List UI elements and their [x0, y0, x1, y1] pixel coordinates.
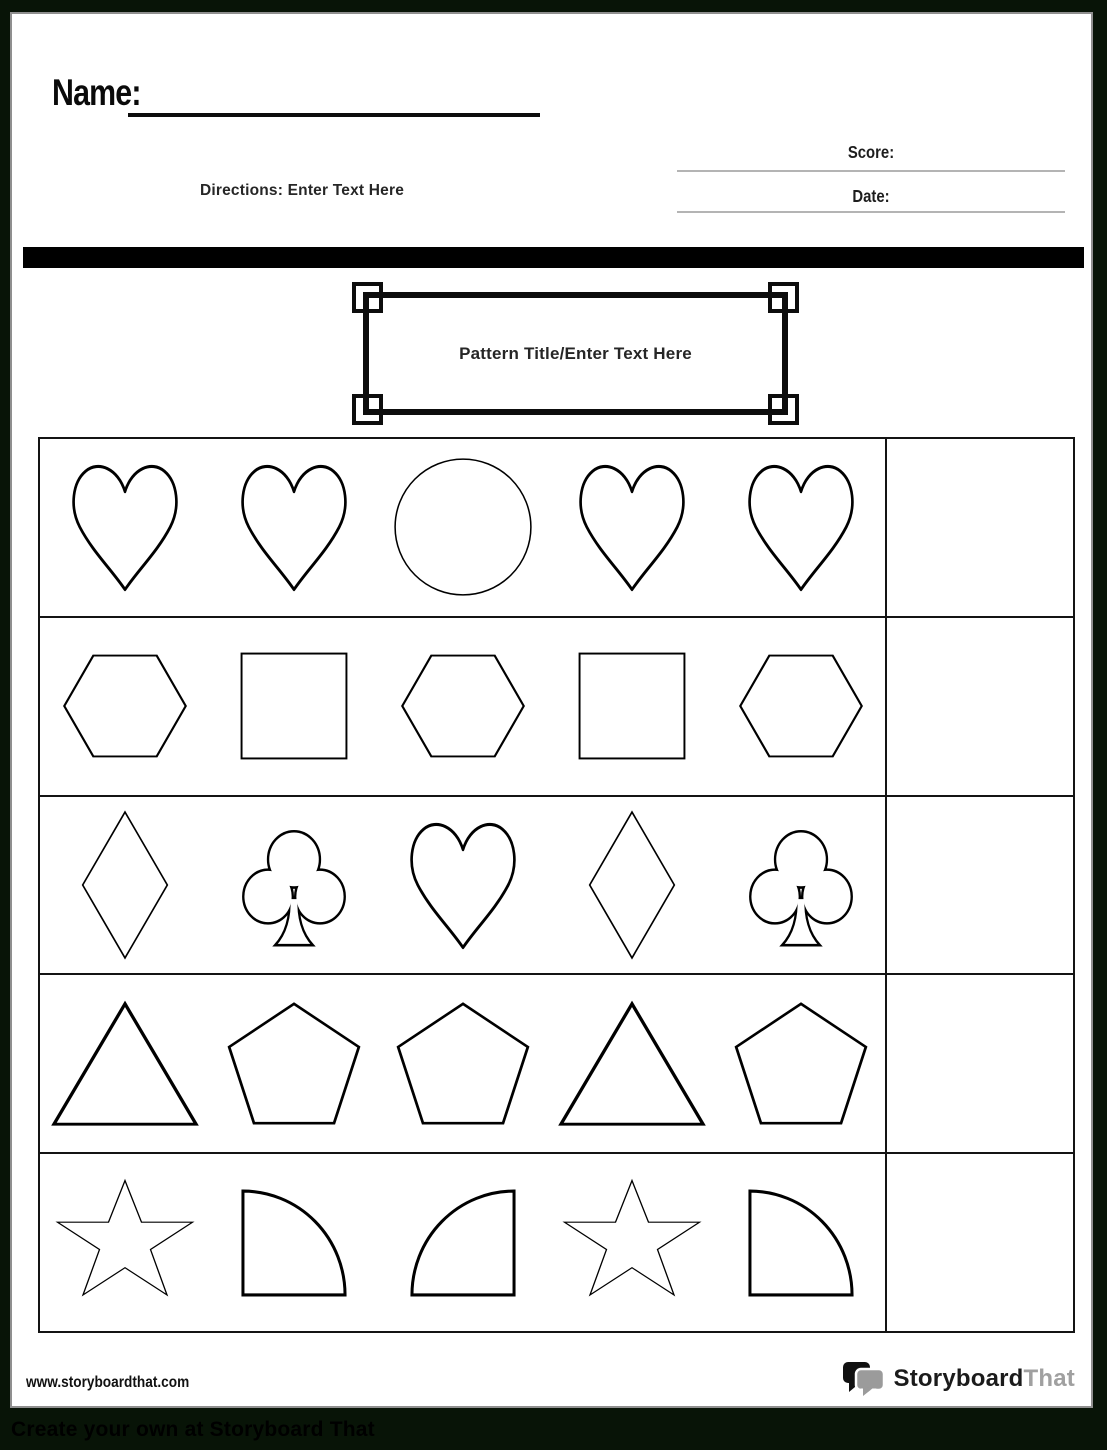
shape-slot	[209, 1184, 378, 1302]
pattern-row	[40, 1154, 1073, 1331]
shape-slot	[716, 650, 885, 762]
pattern-shapes-cell	[40, 975, 887, 1152]
pentagon-shape	[394, 1000, 532, 1127]
pattern-shapes-cell	[40, 618, 887, 795]
square-shape	[237, 649, 351, 763]
shape-slot	[378, 457, 547, 597]
shape-slot	[209, 1000, 378, 1127]
heart-shape	[67, 459, 183, 595]
shape-slot	[378, 817, 547, 953]
shape-slot	[378, 1184, 547, 1302]
shape-slot	[40, 1178, 209, 1308]
heart-shape	[574, 459, 690, 595]
header-divider-bar	[23, 247, 1084, 268]
logo-text-secondary: That	[1023, 1365, 1075, 1392]
quarter-circle-left-shape	[236, 1184, 352, 1302]
quarter-circle-right-shape	[405, 1184, 521, 1302]
shape-slot	[716, 821, 885, 949]
answer-cell[interactable]	[887, 439, 1073, 616]
answer-cell[interactable]	[887, 797, 1073, 974]
pattern-row	[40, 797, 1073, 976]
shape-slot	[716, 1000, 885, 1127]
shape-slot	[40, 809, 209, 961]
frame-corner-icon	[768, 282, 799, 313]
hexagon-shape	[59, 650, 191, 762]
pattern-title: Pattern Title/Enter Text Here	[459, 343, 692, 363]
shape-slot	[40, 1000, 209, 1128]
shape-slot	[40, 650, 209, 762]
diamond-shape	[586, 809, 678, 961]
star-shape	[557, 1178, 707, 1308]
score-label: Score:	[847, 142, 895, 162]
triangle-shape	[558, 1000, 706, 1128]
shape-slot	[716, 1184, 885, 1302]
shape-slot	[378, 1000, 547, 1127]
logo-text-primary: Storyboard	[893, 1365, 1024, 1392]
shape-slot	[209, 821, 378, 949]
club-shape	[235, 821, 353, 949]
logo-text	[894, 1365, 1075, 1393]
triangle-shape	[51, 1000, 199, 1128]
club-shape	[742, 821, 860, 949]
pentagon-shape	[225, 1000, 363, 1127]
date-label: Date:	[852, 186, 890, 206]
frame-corner-icon	[768, 394, 799, 425]
website-url: www.storyboardthat.com	[26, 1374, 190, 1391]
storyboardthat-logo	[841, 1358, 1075, 1400]
score-fill-line[interactable]	[677, 170, 1065, 172]
shape-slot	[378, 650, 547, 762]
pattern-shapes-cell	[40, 439, 887, 616]
square-shape	[575, 649, 689, 763]
name-label: Name:	[52, 72, 141, 113]
pattern-shapes-cell	[40, 797, 887, 974]
heart-shape	[405, 817, 521, 953]
pentagon-shape	[732, 1000, 870, 1127]
shape-slot	[547, 1000, 716, 1128]
pattern-shapes-cell	[40, 1154, 887, 1331]
circle-shape	[393, 457, 533, 597]
name-fill-line[interactable]	[128, 113, 540, 117]
answer-cell[interactable]	[887, 618, 1073, 795]
banner-text: Create your own at Storyboard That	[11, 1418, 375, 1441]
heart-shape	[236, 459, 352, 595]
hexagon-shape	[397, 650, 529, 762]
pattern-row	[40, 618, 1073, 797]
shape-slot	[547, 649, 716, 763]
frame-corner-icon	[352, 282, 383, 313]
shape-slot	[547, 809, 716, 961]
pattern-table	[38, 437, 1075, 1333]
shape-slot	[209, 459, 378, 595]
answer-cell[interactable]	[887, 1154, 1073, 1331]
directions-text: Directions: Enter Text Here	[199, 182, 405, 199]
hexagon-shape	[735, 650, 867, 762]
star-shape	[50, 1178, 200, 1308]
pattern-row	[40, 975, 1073, 1154]
shape-slot	[547, 459, 716, 595]
diamond-shape	[79, 809, 171, 961]
date-fill-line[interactable]	[677, 211, 1065, 213]
shape-slot	[547, 1178, 716, 1308]
pattern-title-frame	[363, 292, 788, 415]
worksheet-page	[10, 12, 1093, 1408]
answer-cell[interactable]	[887, 975, 1073, 1152]
shape-slot	[716, 459, 885, 595]
shape-slot	[40, 459, 209, 595]
shape-slot	[209, 649, 378, 763]
speech-bubbles-icon	[841, 1358, 887, 1400]
frame-corner-icon	[352, 394, 383, 425]
heart-shape	[743, 459, 859, 595]
pattern-row	[40, 439, 1073, 618]
quarter-circle-left-shape	[743, 1184, 859, 1302]
